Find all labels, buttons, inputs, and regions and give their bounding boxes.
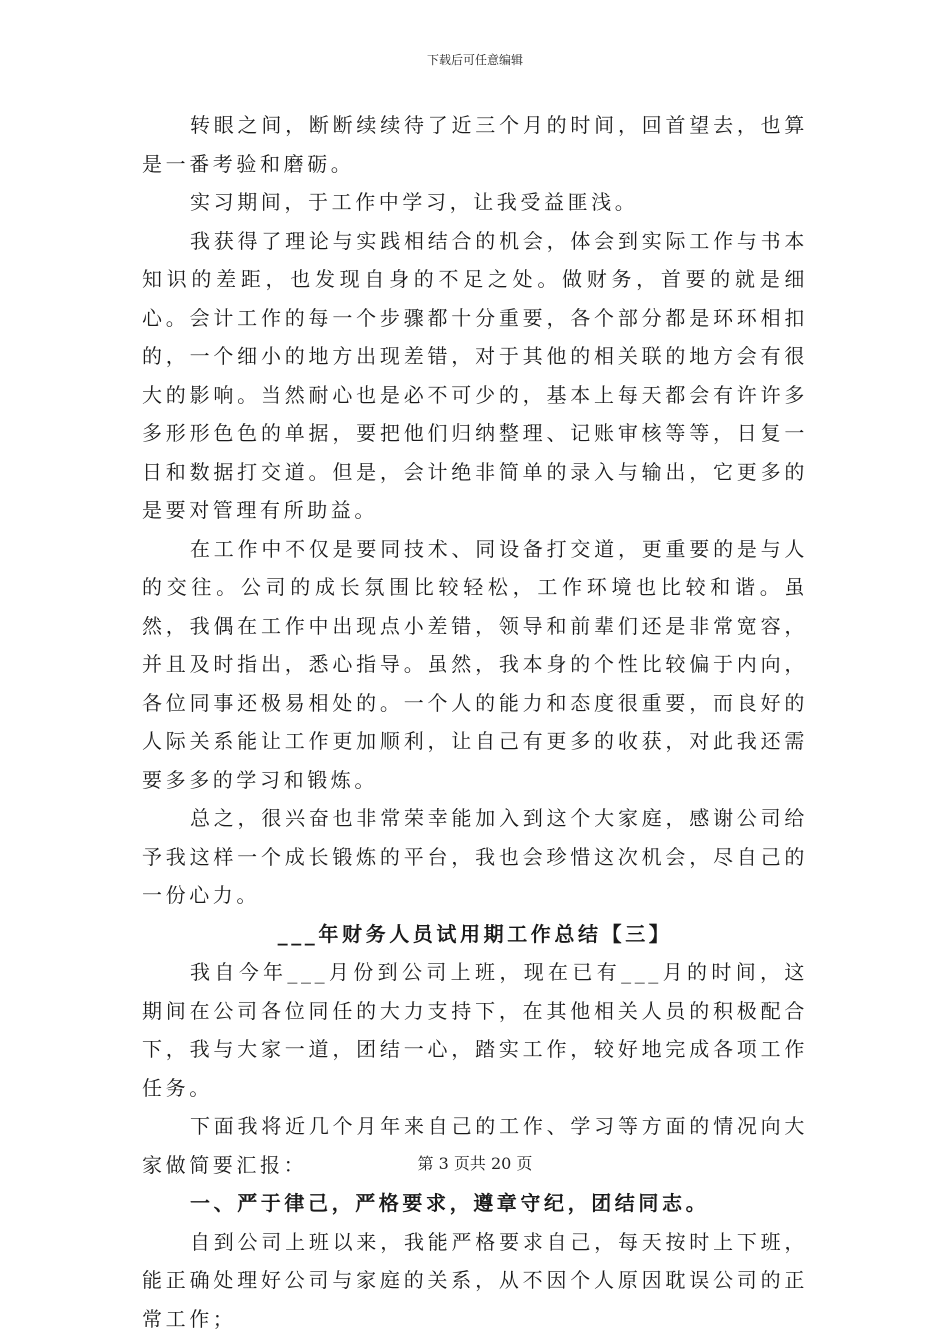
paragraph: 转眼之间，断断续续待了近三个月的时间，回首望去，也算是一番考验和磨砺。 [142,106,808,183]
page-footer: 第 3 页共 20 页 [0,1154,950,1174]
paragraph: 我获得了理论与实践相结合的机会，体会到实际工作与书本知识的差距，也发现自身的不足之处。做财务，首要的就是细心。会计工作的每一个步骤都十分重要，各个部分都是环环相扣的，一个细小的地方出现差错，对于其他的相关联的地方会有很大的影响。当然耐心也是必不可少的，基本上每天都会有许许多多形形色色的单据，要把他们归纳整理、记账审核等等，日复一日和数据打交道。但是，会计绝非简单的录入与输出，它更多的是要对管理有所助益。 [142,222,808,530]
page-header: 下载后可任意编辑 [0,52,950,68]
paragraph: 下面我将近几个月年来自己的工作、学习等方面的情况向大家做简要汇报： [142,1107,808,1184]
paragraph: 自到公司上班以来，我能严格要求自己，每天按时上下班，能正确处理好公司与家庭的关系，从不因个人原因耽误公司的正常工作； [142,1223,808,1338]
sub-heading: 一、严于律己，严格要求，遵章守纪，团结同志。 [142,1184,808,1223]
paragraph: 实习期间，于工作中学习，让我受益匪浅。 [142,183,808,222]
paragraph: 在工作中不仅是要同技术、同设备打交道，更重要的是与人的交往。公司的成长氛围比较轻松，工作环境也比较和谐。虽然，我偶在工作中出现点小差错，领导和前辈们还是非常宽容，并且及时指出，悉心指导。虽然，我本身的个性比较偏于内向，各位同事还极易相处的。一个人的能力和态度很重要，而良好的人际关系能让工作更加顺利，让自己有更多的收获，对此我还需要多多的学习和锻炼。 [142,530,808,800]
paragraph: 我自今年___月份到公司上班，现在已有___月的时间，这期间在公司各位同任的大力支持下，在其他相关人员的积极配合下，我与大家一道，团结一心，踏实工作，较好地完成各项工作任务。 [142,953,808,1107]
paragraph: 总之，很兴奋也非常荣幸能加入到这个大家庭，感谢公司给予我这样一个成长锻炼的平台，我也会珍惜这次机会，尽自己的一份心力。 [142,799,808,915]
section-title: ___年财务人员试用期工作总结【三】 [142,915,808,954]
